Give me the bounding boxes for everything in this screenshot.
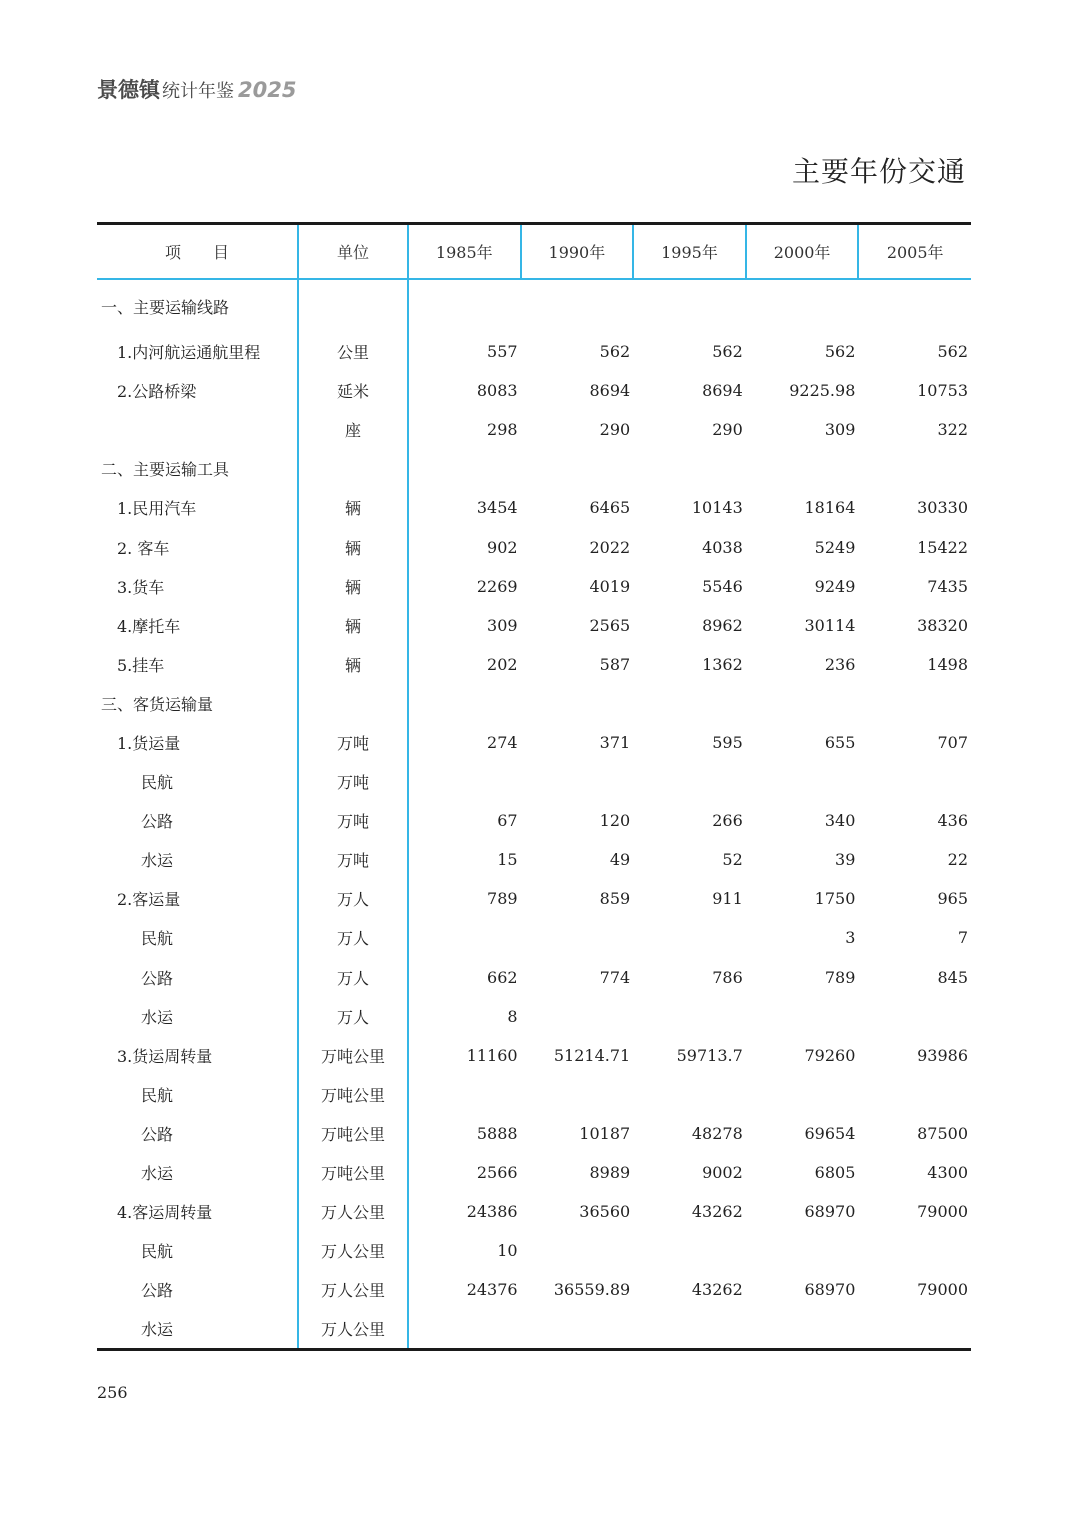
row-unit: 万人公里 bbox=[298, 1231, 408, 1270]
row-value-2005: 10753 bbox=[917, 381, 968, 401]
row-value-1995: 9002 bbox=[702, 1163, 743, 1183]
row-value-1985: 5888 bbox=[476, 1123, 518, 1143]
row-value-1995: 8694 bbox=[702, 381, 743, 401]
row-item-label: 一、主要运输线路 bbox=[101, 297, 230, 317]
row-value-2000: 68970 bbox=[804, 1280, 856, 1300]
row-value-1995: 1362 bbox=[702, 654, 743, 674]
row-unit: 辆 bbox=[298, 567, 408, 606]
row-value-1995: 43262 bbox=[691, 1280, 743, 1300]
table-bottom-rule bbox=[97, 1348, 971, 1351]
row-value-1990: 36560 bbox=[579, 1202, 631, 1222]
row-value-1985 bbox=[408, 918, 521, 957]
row-value-1985: 24376 bbox=[466, 1280, 518, 1300]
table-row bbox=[97, 801, 971, 840]
row-unit: 公里 bbox=[298, 332, 408, 371]
row-unit: 万人公里 bbox=[298, 1270, 408, 1309]
row-value-1990: 587 bbox=[599, 654, 631, 674]
row-value-1990: 4019 bbox=[589, 576, 631, 596]
row-value-1990: 36559.89 bbox=[553, 1280, 631, 1300]
row-value-2005: 562 bbox=[937, 342, 968, 362]
transport-statistics-table bbox=[97, 225, 971, 1348]
running-head bbox=[97, 74, 296, 104]
row-value-1990: 8989 bbox=[589, 1163, 631, 1183]
row-value-2000: 6805 bbox=[814, 1163, 856, 1183]
table-row bbox=[97, 1075, 971, 1114]
row-value-1985: 8 bbox=[507, 1006, 518, 1026]
row-item-label: 5.挂车 bbox=[117, 655, 165, 675]
row-value-1985: 11160 bbox=[466, 1045, 518, 1065]
row-value-2000 bbox=[746, 279, 859, 332]
table-row bbox=[97, 1036, 971, 1075]
row-value-2000: 18164 bbox=[804, 498, 856, 518]
row-value-2005: 707 bbox=[937, 732, 968, 752]
row-value-2000: 69654 bbox=[804, 1123, 856, 1143]
table-body bbox=[97, 279, 971, 1348]
row-unit: 万吨公里 bbox=[298, 1114, 408, 1153]
row-value-1995: 266 bbox=[712, 811, 743, 831]
table-row bbox=[97, 997, 971, 1036]
row-value-2000: 789 bbox=[824, 967, 856, 987]
row-item-label: 公路 bbox=[141, 1281, 174, 1301]
row-unit bbox=[298, 684, 408, 723]
row-value-2005: 845 bbox=[937, 967, 968, 987]
row-value-1995: 43262 bbox=[691, 1202, 743, 1222]
row-value-1990: 290 bbox=[599, 420, 631, 440]
row-value-1995: 786 bbox=[712, 967, 743, 987]
table-row bbox=[97, 840, 971, 879]
row-value-2005 bbox=[858, 997, 971, 1036]
row-value-2000: 5249 bbox=[814, 537, 856, 557]
row-unit: 辆 bbox=[298, 645, 408, 684]
row-value-1995: 8962 bbox=[702, 615, 743, 635]
row-value-2005: 1498 bbox=[927, 654, 968, 674]
row-value-1995 bbox=[633, 1231, 746, 1270]
row-value-2005: 965 bbox=[937, 889, 968, 909]
running-head-year: 2025 bbox=[238, 78, 297, 102]
row-unit: 万吨公里 bbox=[298, 1153, 408, 1192]
row-value-1985: 3454 bbox=[476, 498, 518, 518]
row-value-1985: 67 bbox=[497, 811, 518, 831]
row-item-label: 民航 bbox=[141, 929, 174, 949]
row-value-2005 bbox=[858, 684, 971, 723]
table-row bbox=[97, 1270, 971, 1309]
row-value-1990: 859 bbox=[599, 889, 631, 909]
row-value-2000: 236 bbox=[824, 654, 856, 674]
table-row bbox=[97, 723, 971, 762]
running-head-city: 景德镇 bbox=[97, 78, 160, 102]
row-unit: 万人 bbox=[298, 997, 408, 1036]
row-value-1990 bbox=[521, 762, 634, 801]
statistics-table-wrapper bbox=[97, 222, 971, 1351]
row-value-2000 bbox=[746, 1309, 859, 1348]
row-unit: 万人 bbox=[298, 918, 408, 957]
row-value-1985 bbox=[408, 449, 521, 488]
row-value-1995: 4038 bbox=[702, 537, 743, 557]
row-item-label bbox=[97, 410, 298, 449]
table-row bbox=[97, 371, 971, 410]
row-value-2005 bbox=[858, 1231, 971, 1270]
header-item: 项 目 bbox=[97, 225, 298, 279]
row-value-2000: 562 bbox=[824, 342, 856, 362]
row-value-1990: 371 bbox=[599, 732, 631, 752]
row-value-2000: 39 bbox=[835, 850, 856, 870]
table-row bbox=[97, 449, 971, 488]
row-value-1990: 8694 bbox=[589, 381, 631, 401]
row-item-label: 公路 bbox=[141, 1124, 174, 1144]
running-head-book: 统计年鉴 bbox=[162, 81, 234, 102]
row-value-1990 bbox=[521, 684, 634, 723]
row-unit: 万吨 bbox=[298, 801, 408, 840]
row-value-2005: 7435 bbox=[927, 576, 968, 596]
table-row bbox=[97, 567, 971, 606]
row-value-1995: 595 bbox=[712, 732, 743, 752]
row-item-label: 水运 bbox=[141, 1320, 174, 1340]
row-value-2005: 79000 bbox=[917, 1280, 968, 1300]
row-value-2005: 93986 bbox=[917, 1045, 968, 1065]
table-row bbox=[97, 645, 971, 684]
row-value-2000 bbox=[746, 684, 859, 723]
row-value-1990: 10187 bbox=[579, 1123, 631, 1143]
row-item-label: 二、主要运输工具 bbox=[101, 460, 230, 480]
row-value-1990 bbox=[521, 449, 634, 488]
row-value-1990 bbox=[521, 1231, 634, 1270]
table-row bbox=[97, 279, 971, 332]
row-unit: 万人 bbox=[298, 958, 408, 997]
row-value-1985 bbox=[408, 279, 521, 332]
row-value-1995: 290 bbox=[712, 420, 743, 440]
row-value-1995 bbox=[633, 279, 746, 332]
table-row bbox=[97, 410, 971, 449]
row-value-1995: 59713.7 bbox=[676, 1045, 743, 1065]
row-value-1985: 15 bbox=[497, 850, 518, 870]
row-item-label: 公路 bbox=[141, 968, 174, 988]
row-value-1990 bbox=[521, 997, 634, 1036]
row-value-1985 bbox=[408, 762, 521, 801]
row-value-2000 bbox=[746, 762, 859, 801]
row-value-1985: 8083 bbox=[476, 381, 518, 401]
row-value-2000: 30114 bbox=[804, 615, 856, 635]
row-value-2000: 9249 bbox=[814, 576, 856, 596]
row-unit: 座 bbox=[298, 410, 408, 449]
row-value-1985: 662 bbox=[487, 967, 518, 987]
row-value-1990: 51214.71 bbox=[553, 1045, 631, 1065]
row-value-2000 bbox=[746, 1231, 859, 1270]
table-row bbox=[97, 527, 971, 566]
page-title: 主要年份交通 bbox=[791, 155, 966, 188]
row-unit: 辆 bbox=[298, 606, 408, 645]
row-value-2000 bbox=[746, 1075, 859, 1114]
table-row bbox=[97, 958, 971, 997]
row-value-2000: 79260 bbox=[804, 1045, 856, 1065]
row-value-1985: 274 bbox=[487, 732, 518, 752]
row-value-1995: 562 bbox=[712, 342, 743, 362]
row-value-2000: 1750 bbox=[814, 889, 856, 909]
row-value-1995 bbox=[633, 684, 746, 723]
row-value-2000 bbox=[746, 449, 859, 488]
row-item-label: 水运 bbox=[141, 1007, 174, 1027]
row-value-2005: 15422 bbox=[917, 537, 968, 557]
row-value-2005 bbox=[858, 762, 971, 801]
row-value-2005: 38320 bbox=[917, 615, 968, 635]
header-unit: 单位 bbox=[298, 225, 408, 279]
row-value-1995 bbox=[633, 449, 746, 488]
row-item-label: 三、客货运输量 bbox=[101, 694, 214, 714]
table-row bbox=[97, 332, 971, 371]
row-value-2000: 309 bbox=[824, 420, 856, 440]
row-value-1995 bbox=[633, 1309, 746, 1348]
row-value-1985: 24386 bbox=[466, 1202, 518, 1222]
row-value-2005 bbox=[858, 279, 971, 332]
row-item-label: 4.客运周转量 bbox=[117, 1203, 213, 1223]
table-row bbox=[97, 1153, 971, 1192]
header-year-2005: 2005年 bbox=[858, 225, 971, 279]
row-item-label: 水运 bbox=[141, 1164, 174, 1184]
row-value-1985 bbox=[408, 1075, 521, 1114]
header-year-1985: 1985年 bbox=[408, 225, 521, 279]
row-item-label: 民航 bbox=[141, 1242, 174, 1262]
header-year-1995: 1995年 bbox=[633, 225, 746, 279]
row-item-label: 3.货车 bbox=[117, 577, 165, 597]
row-value-2000: 655 bbox=[824, 732, 856, 752]
row-value-2000: 9225.98 bbox=[789, 381, 856, 401]
row-value-1995: 48278 bbox=[691, 1123, 743, 1143]
row-value-1990: 774 bbox=[599, 967, 631, 987]
row-value-1995: 5546 bbox=[702, 576, 743, 596]
row-value-2005: 87500 bbox=[917, 1123, 968, 1143]
row-item-label: 2.客运量 bbox=[117, 890, 181, 910]
table-row bbox=[97, 762, 971, 801]
row-item-label: 民航 bbox=[141, 773, 174, 793]
row-value-2000: 3 bbox=[845, 928, 856, 948]
row-value-1985: 2269 bbox=[476, 576, 518, 596]
row-value-2005: 4300 bbox=[927, 1163, 968, 1183]
table-row bbox=[97, 1309, 971, 1348]
row-value-2005 bbox=[858, 1075, 971, 1114]
row-item-label: 2. 客车 bbox=[117, 538, 170, 558]
row-value-2005 bbox=[858, 449, 971, 488]
row-item-label: 3.货运周转量 bbox=[117, 1046, 213, 1066]
row-value-2005: 22 bbox=[947, 850, 968, 870]
row-unit: 万吨 bbox=[298, 762, 408, 801]
row-value-1995: 52 bbox=[722, 850, 743, 870]
row-unit: 辆 bbox=[298, 527, 408, 566]
row-value-1990: 49 bbox=[609, 850, 631, 870]
row-value-1990 bbox=[521, 279, 634, 332]
table-row bbox=[97, 1192, 971, 1231]
row-value-1985: 10 bbox=[497, 1241, 518, 1261]
row-value-1985: 298 bbox=[487, 420, 518, 440]
row-value-1990 bbox=[521, 1075, 634, 1114]
row-value-1995 bbox=[633, 997, 746, 1036]
row-unit: 延米 bbox=[298, 371, 408, 410]
row-value-1985 bbox=[408, 1309, 521, 1348]
row-item-label: 2.公路桥梁 bbox=[117, 382, 197, 402]
row-unit: 万人公里 bbox=[298, 1309, 408, 1348]
table-row bbox=[97, 1231, 971, 1270]
table-row bbox=[97, 488, 971, 527]
row-value-1985: 202 bbox=[487, 654, 518, 674]
row-value-2005 bbox=[858, 1309, 971, 1348]
row-value-1990: 6465 bbox=[589, 498, 631, 518]
row-unit: 万人 bbox=[298, 879, 408, 918]
header-year-2000: 2000年 bbox=[746, 225, 859, 279]
row-item-label: 1.货运量 bbox=[117, 733, 181, 753]
row-value-1985 bbox=[408, 684, 521, 723]
row-value-1990: 120 bbox=[599, 811, 631, 831]
table-header-row bbox=[97, 225, 971, 279]
row-value-1990: 562 bbox=[599, 342, 631, 362]
row-item-label: 民航 bbox=[141, 1085, 174, 1105]
table-row bbox=[97, 606, 971, 645]
row-value-1985: 309 bbox=[487, 615, 518, 635]
row-value-2005: 436 bbox=[937, 811, 968, 831]
row-value-2000: 68970 bbox=[804, 1202, 856, 1222]
table-row bbox=[97, 879, 971, 918]
row-value-2005: 30330 bbox=[917, 498, 968, 518]
row-unit: 万吨公里 bbox=[298, 1075, 408, 1114]
row-value-1995 bbox=[633, 1075, 746, 1114]
row-value-1985: 902 bbox=[487, 537, 518, 557]
row-unit: 万吨公里 bbox=[298, 1036, 408, 1075]
row-unit: 万吨 bbox=[298, 840, 408, 879]
row-value-2000: 340 bbox=[824, 811, 856, 831]
row-value-1990: 2565 bbox=[589, 615, 631, 635]
row-unit bbox=[298, 279, 408, 332]
row-unit bbox=[298, 449, 408, 488]
table-row bbox=[97, 1114, 971, 1153]
row-unit: 万人公里 bbox=[298, 1192, 408, 1231]
row-value-1985: 789 bbox=[487, 889, 518, 909]
row-value-2000 bbox=[746, 997, 859, 1036]
row-item-label: 1.内河航运通航里程 bbox=[117, 343, 261, 363]
row-item-label: 4.摩托车 bbox=[117, 616, 181, 636]
row-value-1995: 10143 bbox=[691, 498, 743, 518]
row-value-1985: 2566 bbox=[476, 1163, 518, 1183]
row-unit: 辆 bbox=[298, 488, 408, 527]
row-unit: 万吨 bbox=[298, 723, 408, 762]
row-value-1985: 557 bbox=[487, 342, 518, 362]
row-value-1990 bbox=[521, 1309, 634, 1348]
row-item-label: 1.民用汽车 bbox=[117, 499, 197, 519]
table-row bbox=[97, 684, 971, 723]
row-value-2005: 79000 bbox=[917, 1202, 968, 1222]
row-value-1995 bbox=[633, 918, 746, 957]
row-value-1995: 911 bbox=[712, 889, 743, 909]
header-year-1990: 1990年 bbox=[521, 225, 634, 279]
row-value-2005: 7 bbox=[957, 928, 968, 948]
table-row bbox=[97, 918, 971, 957]
row-value-1990 bbox=[521, 918, 634, 957]
row-item-label: 水运 bbox=[141, 851, 174, 871]
row-item-label: 公路 bbox=[141, 812, 174, 832]
row-value-1995 bbox=[633, 762, 746, 801]
page-number: 256 bbox=[97, 1383, 128, 1402]
row-value-2005: 322 bbox=[937, 420, 968, 440]
row-value-1990: 2022 bbox=[589, 537, 631, 557]
